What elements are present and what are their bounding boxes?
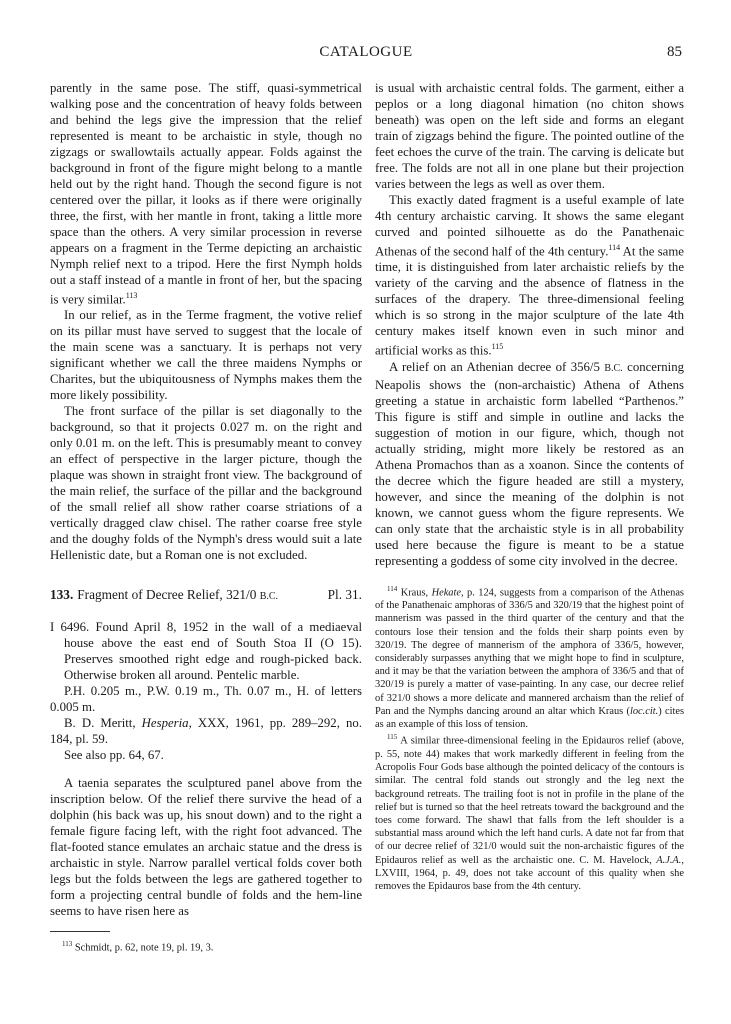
body-paragraph: In our relief, as in the Terme fragment, the votive relief on its pillar must have served to suggest that the locale of the main scene was a sanctuary. It is perhaps not very significant whether we call the three maidens Nymphs or Charites, but the ubiquitousness of Nymphs makes them the more likely possibility. (50, 308, 362, 403)
body-paragraph: A relief on an Athenian decree of 356/5 B.C. concerning Neapolis shows the (non-archaistic) Athena of Athens greeting a statue in archaistic form labelled “Parthenos.” This figure is stiff and simple in outline and lacks the suggestion of motion in our figure, which, though not actually striding, might more likely be restored as an Athena Promachos than as a xoanon. Since the contents of the decree which the figure headed are still a mystery, however, and since the meaning of the dolphin is not known, we cannot guess whom the figure represents. We can only state that the archaistic style is in all probability used here because the figure is meant to be a statue representing a goddess of some city involved in the decree. (375, 359, 684, 568)
body-paragraph: The front surface of the pillar is set diagonally to the background, so that it projects 0.027 m. on the right and only 0.01 m. on the left. This is presumably meant to convey an effect of perspective in the larger picture, though the plaque was shown in straight front view. The background of the main relief, the surface of the pillar and the background of the small relief all show rather coarse striations of a vertically dragged claw chisel. The rather coarse free style and the doughy folds of the Nymph's dress would suit a late Hellenistic date, but a Roman one is not excluded. (50, 404, 362, 563)
page-header (50, 44, 682, 64)
page-number: 85 (667, 44, 682, 60)
footnote-114: $^{114}$ Kraus, Hekate, p. 124, suggests from a comparison of the Athenas of the Panathenaic amphoras of 336/5 and 320/19 that the highest point of mannerism was passed in the third quarter of the century and that the contours lose their tension and the folds their sharp points even by 320/19. The degree of mannerism of the amphora of 336/5, however, considerably surpasses anything that we might hope to find in sculpture, and it may be that the variation between the amphora of 336/5 and that of 320/19 is purely a matter of vase-painting. In any case, our decree relief of 321/0 shows a more delicate and mannered archaism than the relief of Pan and the Nymphs dancing around an altar which Kraus (loc.cit.) cites as an example of this loss of tension. (375, 584, 684, 731)
body-paragraph: parently in the same pose. The stiff, quasi-symmetrical walking pose and the concentration of heavy folds between and behind the legs give the impression that the relief represented is meant to be archaistic in style, though no zigzags or swallowtails actually appear. Folds against the background in front of the figure might belong to a mantle held out by the right hand. Though the second figure is not centered over the pillar, it looks as if there were originally three, the first, with her mantle in front, taking a little more space than the others. A very similar procession in reverse appears on a fragment in the Terme depicting an archaistic Nymph relief next to a tripod. Here the first Nymph holds out a staff instead of a mantle in front of her, but the spacing is very similar.$^{113}$ (50, 81, 362, 307)
footnote-113: $^{113}$ Schmidt, p. 62, note 19, pl. 19, 3. (62, 940, 214, 954)
footnote-divider (50, 931, 110, 932)
plate-reference: Pl. 31. (327, 587, 362, 603)
entry-title: 133. Fragment of Decree Relief, 321/0 B.C. (50, 587, 279, 603)
entry-number: 133. (50, 587, 74, 603)
left-column (50, 80, 362, 955)
footnote-ref[interactable]: 113 (125, 291, 138, 300)
right-column (375, 80, 684, 893)
body-paragraph: is usual with archaistic central folds. The garment, either a peplos or a long diagonal himation (no chiton shows beneath) was open on the left side and forms an elegant train of zigzags behind the figure. The pointed outline of the feet echoes the curve of the train. The carving is delicate but free. The folds are not all in one plane but their projection varies between the legs as well as over them. (375, 81, 684, 191)
entry-see-also: See also pp. 64, 67. (64, 748, 164, 763)
running-head: CATALOGUE (319, 44, 413, 60)
entry-bibliography: B. D. Meritt, Hesperia, XXX, 1961, pp. 289–292, no. 184, pl. 59. (50, 716, 362, 747)
footnote-ref[interactable]: 114 (608, 243, 621, 252)
footnote-115: $^{115}$ A similar three-dimensional feeling in the Epidauros relief (above, p. 55, note 44) makes that work markedly different in feeling from the Acropolis Four Gods base although the pointed delicacy of the contours is similar. The central fold stands out strongly and the leg next the background retreats. The trailing foot is not in profile in the plane of the relief but is turned so that the heel retreats toward the background and the toes come forward. The shawl that falls from the left shoulder is a substantial mass around which the left hand curls. A date not far from that of our decree relief of 321/0 would suit the non-archaistic figures of the Epidauros relief as well as the archaistic one. C. M. Havelock, A.J.A., LXVIII, 1964, p. 49, does not take account of this quality when she removes the Epidauros base from the 4th century. (375, 733, 684, 892)
footnotes (375, 583, 684, 894)
body-paragraph: This exactly dated fragment is a useful example of late 4th century archaistic carving. It shows the same elegant curved and pointed silhouette as do the Panathenaic Athenas of the second half of the 4th century.$^{114}$ At the same time, it is distinguished from later archaistic reliefs by the variety of the carving and the absence of flatness in the surfaces of the drapery. The three-dimensional feeling which is so strong in the major sculpture of the late 4th century makes itself known even in such minor and artificial works as this.$^{115}$ (375, 193, 684, 358)
entry-dimensions: P.H. 0.205 m., P.W. 0.19 m., Th. 0.07 m., H. of letters 0.005 m. (50, 684, 362, 715)
catalogue-entry-heading (50, 587, 362, 605)
entry-inventory: I 6496. Found April 8, 1952 in the wall of a mediaeval house above the east end of South Stoa II (O 15). Preserves smoothed right edge and rough-picked back. Otherwise broken all around. Pentelic marble. (50, 620, 362, 683)
body-paragraph: A taenia separates the sculptured panel above from the inscription below. Of the relief there survive the head of a dolphin (his back was up, his snout down) and to the right a female figure facing left, with the right foot advanced. The flat-footed stance emulates an archaic statue and the dress is archaistic in style. Narrow parallel vertical folds cover both legs but the folds between the legs are gathered together to form a projecting central bundle of folds and the hem-line seems to have risen here as (50, 776, 362, 919)
footnote-ref[interactable]: 115 (491, 342, 504, 352)
